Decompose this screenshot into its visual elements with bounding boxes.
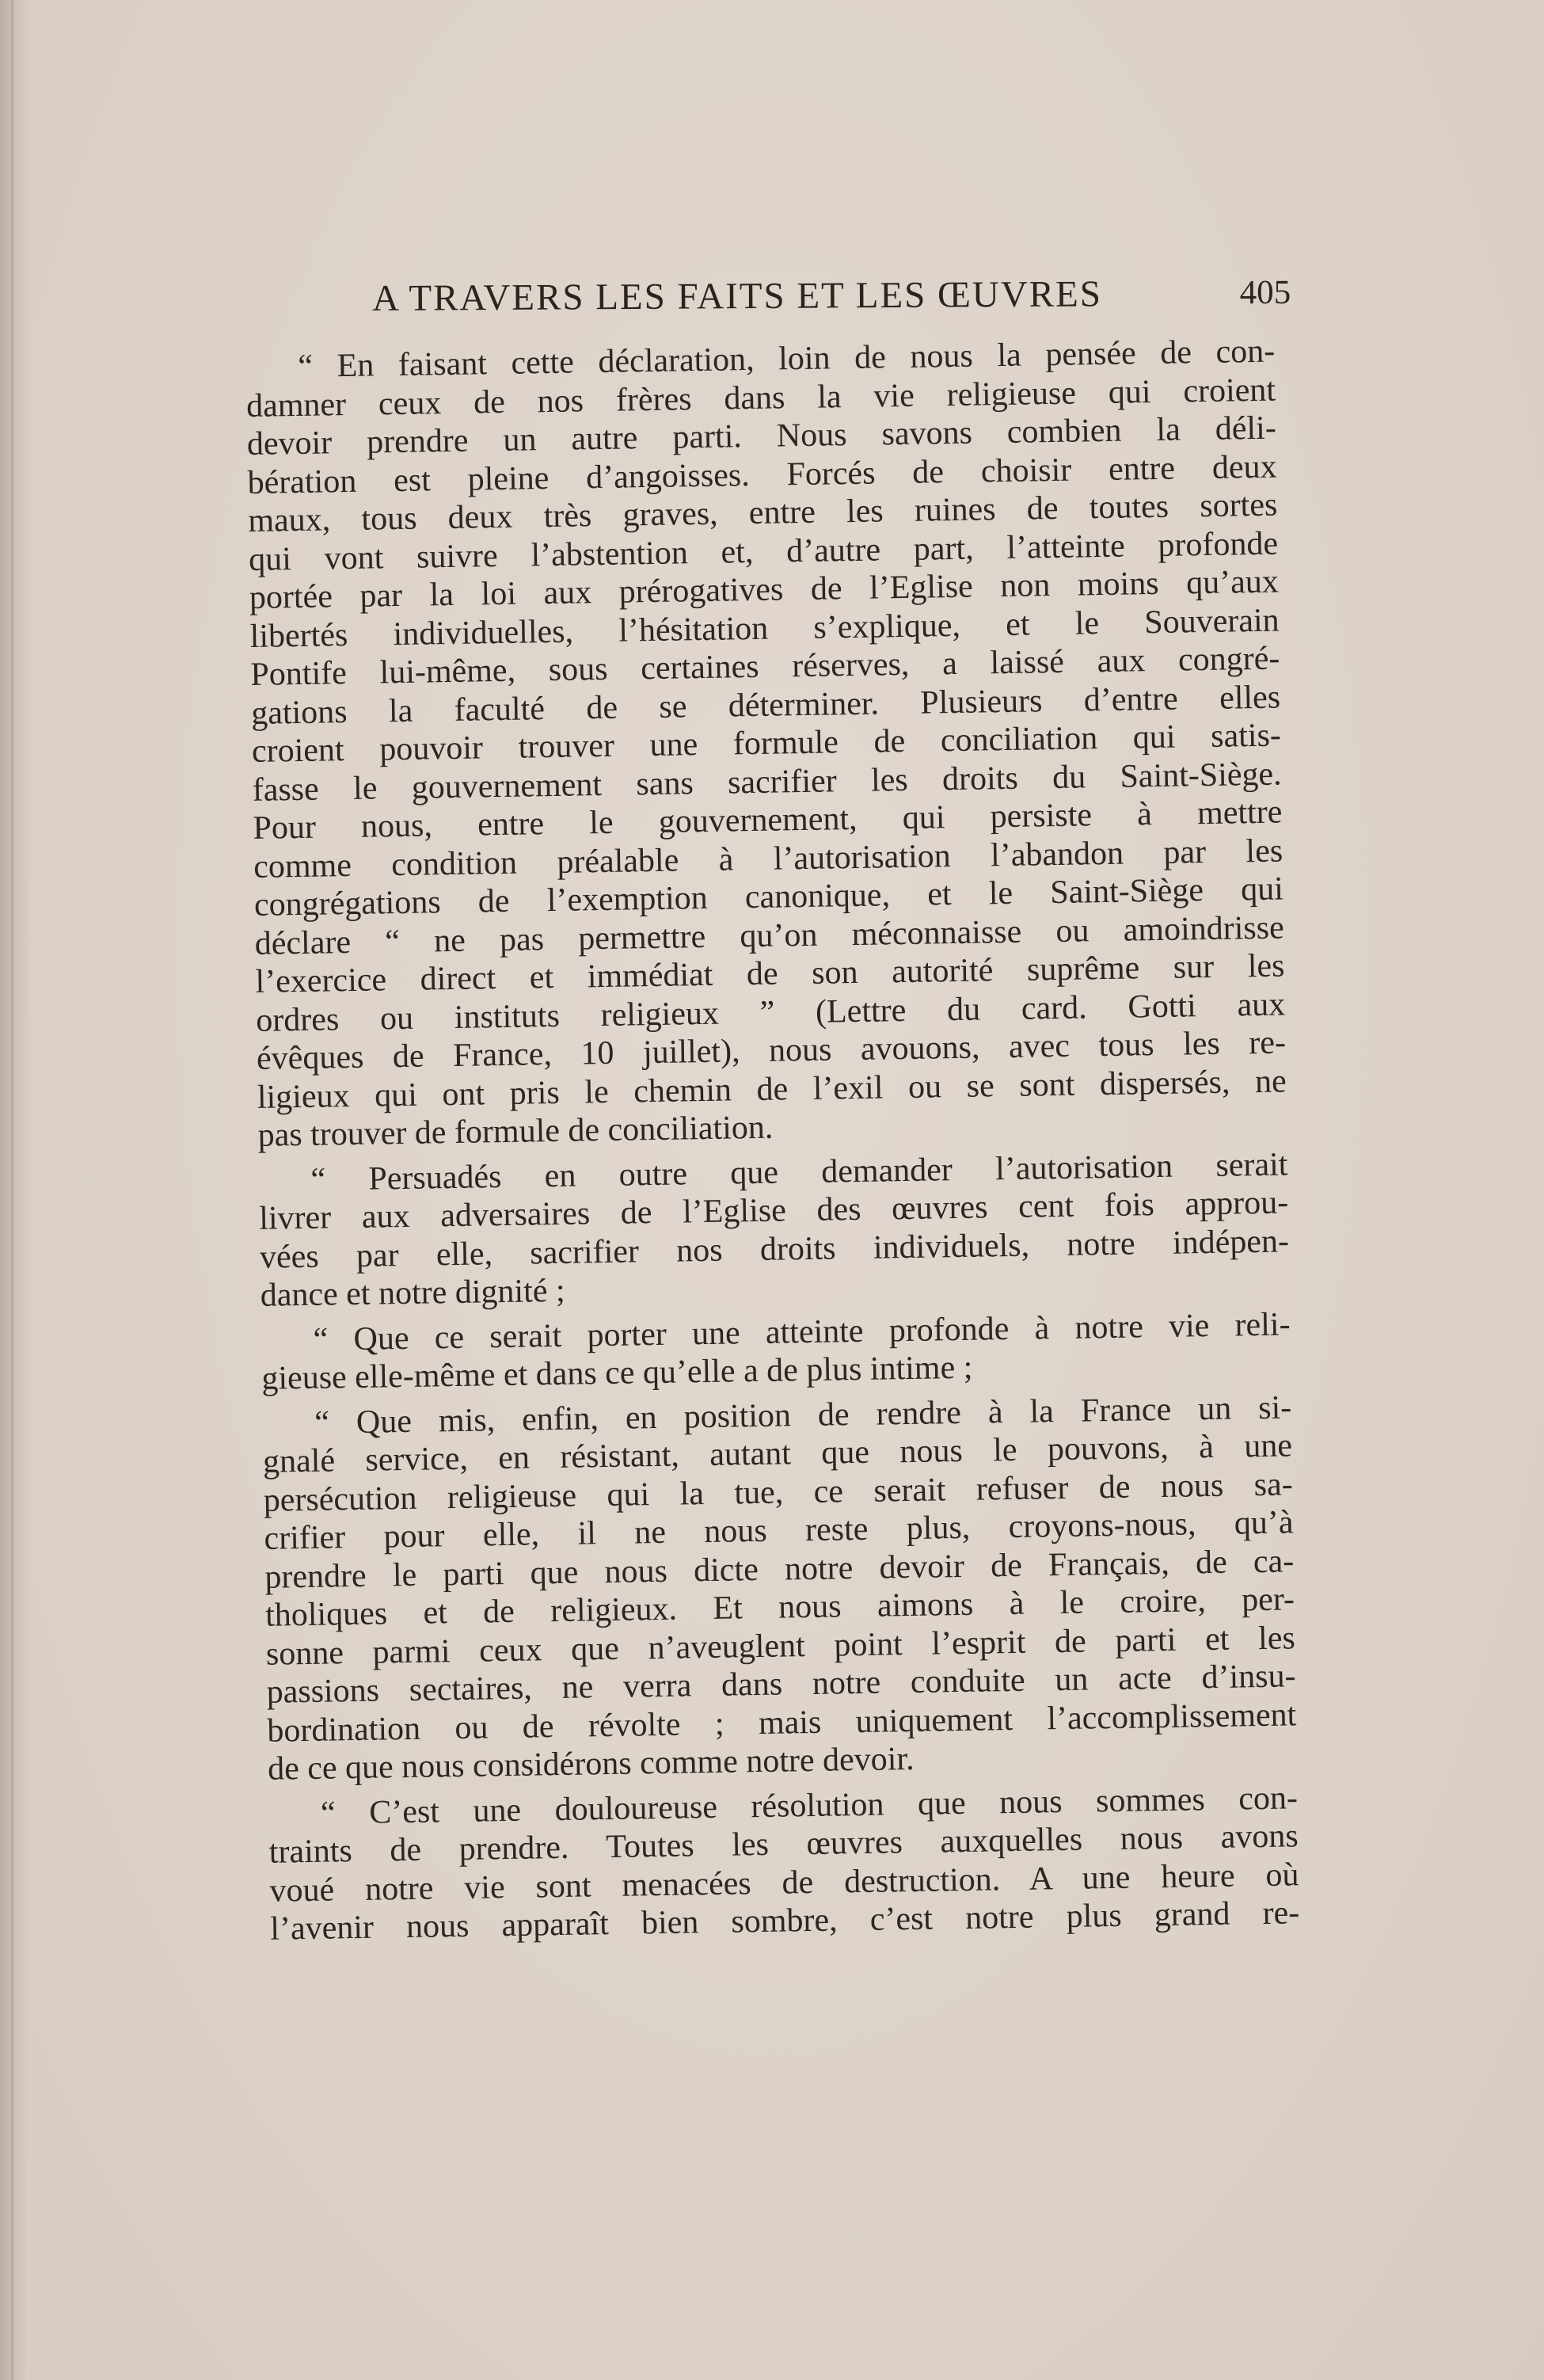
text-line: évêques de France, 10 juillet), nous avouons, avec tous les re- [256,1024,1287,1077]
body-text [245,333,1300,1955]
text-line: Pontife lui-même, sous certaines réserves, a laissé aux congré- [250,640,1280,693]
binding-gutter [0,0,30,2380]
text-line: ligieux qui ont pris le chemin de l’exil ou se sont dispersés, ne [257,1062,1287,1116]
text-line: Pour nous, entre le gouvernement, qui persiste à mettre [253,794,1283,847]
paragraph [268,1779,1300,1948]
page-number: 405 [1239,273,1291,312]
text-line: crifier pour elle, il ne nous reste plus, croyons-nous, qu’à [264,1504,1294,1557]
text-line: qui vont suivre l’abstention et, d’autre part, l’atteinte profonde [248,525,1279,578]
text-line: traints de prendre. Toutes les œuvres auxquelles nous avons [268,1818,1299,1871]
text-line: congrégations de l’exemption canonique, et le Saint-Siège qui [253,870,1284,923]
text-line: l’avenir nous apparaît bien sombre, c’est notre plus grand re- [269,1894,1300,1948]
text-line: comme condition préalable à l’autorisation l’abandon par les [253,832,1283,885]
text-line: déclare “ ne pas permettre qu’on méconnaisse ou amoindrisse [254,908,1285,962]
binding-edge-line [11,0,13,2380]
paragraph [261,1305,1291,1398]
text-line: sonne parmi ceux que n’aveuglent point l’esprit de parti et les [265,1619,1296,1673]
text-line: “ C’est une douloureuse résolution que nous sommes con- [320,1779,1299,1832]
paragraph [262,1388,1297,1788]
text-line: l’exercice direct et immédiat de son autorité suprême sur les [255,947,1285,1000]
text-line: voué notre vie sont menacées de destruction. A une heure où [269,1856,1299,1910]
text-line: portée par la loi aux prérogatives de l’Eglise non moins qu’aux [249,563,1280,616]
text-line: gations la faculté de se déterminer. Plusieurs d’entre elles [250,679,1281,732]
text-line: damner ceux de nos frères dans la vie religieuse qui croient [245,371,1276,425]
text-line: croient pouvoir trouver une formule de conciliation qui satis- [251,717,1282,770]
text-line: devoir prendre un autre parti. Nous savons combien la déli- [246,409,1277,463]
paragraph [245,333,1287,1156]
text-line: gnalé service, en résistant, autant que nous le pouvons, à une [262,1427,1293,1480]
text-line: “ Persuadés en outre que demander l’autorisation serait [310,1145,1288,1198]
text-line: tholiques et de religieux. Et nous aimons à le croire, per- [264,1581,1295,1634]
text-line: bération est pleine d’angoisses. Forcés de choisir entre deux [247,448,1277,501]
text-line: “ Que ce serait porter une atteinte profonde à notre vie reli- [313,1305,1291,1358]
text-line: prendre le parti que nous dicte notre devoir de Français, de ca- [264,1542,1295,1596]
text-line: de ce que nous considérons comme notre devoir. [267,1740,915,1788]
text-line: persécution religieuse qui la tue, ce serait refuser de nous sa- [263,1465,1294,1519]
page-header [372,272,1291,333]
text-line: ordres ou instituts religieux ” (Lettre du card. Gotti aux [255,985,1286,1039]
text-line: bordination ou de révolte ; mais uniquement l’accomplissement [267,1696,1297,1750]
text-line: pas trouver de formule de conciliation. [257,1109,774,1154]
text-line: “ Que mis, enfin, en position de rendre à la France un si- [314,1388,1292,1441]
text-line: vées par elle, sacrifier nos droits individuels, notre indépen- [259,1222,1290,1276]
text-line: fasse le gouvernement sans sacrifier les droits du Saint-Siège. [252,756,1282,809]
running-title: A TRAVERS LES FAITS ET LES ŒUVRES [372,273,1103,319]
text-line: “ En faisant cette déclaration, loin de nous la pensée de con- [298,333,1276,385]
text-line: passions sectaires, ne verra dans notre conduite un acte d’insu- [266,1658,1296,1711]
text-line: libertés individuelles, l’hésitation s’explique, et le Souverain [249,602,1280,655]
text-line: livrer aux adversaires de l’Eglise des œuvres cent fois approu- [258,1184,1289,1237]
text-line: gieuse elle-même et dans ce qu’elle a de plus intime ; [261,1349,973,1397]
text-line: dance et notre dignité ; [260,1272,565,1314]
text-line: maux, tous deux très graves, entre les ruines de toutes sortes [248,486,1278,539]
paragraph [258,1145,1290,1315]
